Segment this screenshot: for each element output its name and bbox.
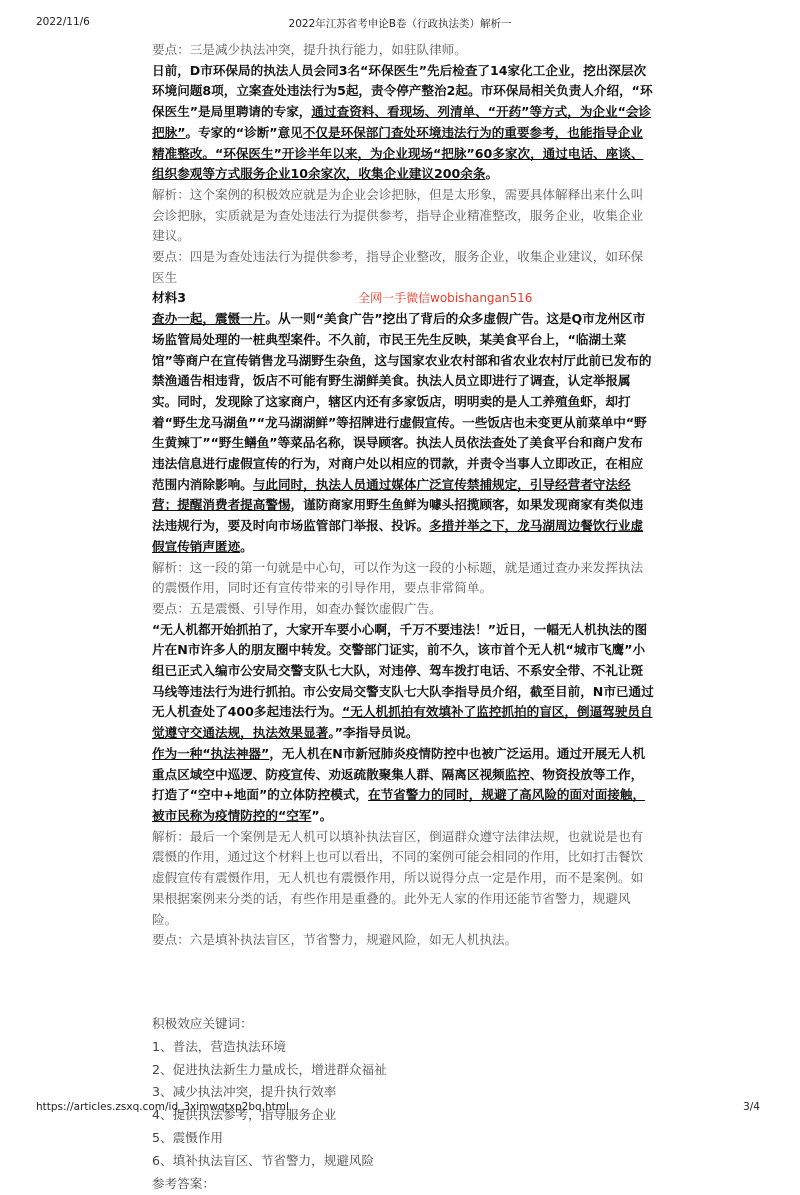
- point-5: 要点：五是震慑、引导作用，如查办餐饮虚假广告。: [152, 599, 654, 620]
- header-date: 2022/11/6: [36, 16, 90, 28]
- analysis-4: 解析：最后一个案例是无人机可以填补执法盲区，倒逼群众遵守法律法规，也就说是也有震慑的作用，通过这个材料上也可以看出，不同的案例可能会相同的作用，比如打击餐饮虚假宣传有震慑作用，无人机也有震慑作用，所以说得分点一定是作用，而不是案例。如果根据案例来分类的话，有些作用是重叠的。此外无人家的作用还能节省警力，规避风险。: [152, 827, 654, 931]
- material-paragraph-drone-epidemic: 作为一种“执法神器”，无人机在N市新冠肺炎疫情防控中也被广泛运用。通过开展无人机重点区域空中巡逻、防疫宣传、劝返疏散聚集人群、隔离区视频监控、物资投放等工作，打造了“空中+地面”的立体防控模式，在节省警力的同时，规避了高风险的面对面接触，被市民称为疫情防控的“空军”。: [152, 744, 654, 827]
- material-3-label: 材料3: [152, 290, 186, 305]
- point-3: 要点：三是减少执法冲突，提升执行能力，如驻队律师。: [152, 40, 654, 61]
- keyword-item: 2、促进执法新生力量成长，增进群众福祉: [152, 1059, 654, 1082]
- page-header: [0, 16, 800, 30]
- point-4: 要点：四是为查处违法行为提供参考，指导企业整改，服务企业，收集企业建议，如环保医生: [152, 247, 654, 288]
- material-paragraph-food-ads: 查办一起，震慑一片。从一则“美食广告”挖出了背后的众多虚假广告。这是Q市龙州区市场监管局处理的一桩典型案件。不久前，市民王先生反映，某美食平台上，“临湖土菜馆”等商户在宣传销售龙马湖野生杂鱼，这与国家农业农村部和省农业农村厅此前已发布的禁渔通告相违背，饭店不可能有野生湖鲜美食。执法人员立即进行了调查，认定举报属实。同时，发现除了这家商户，辖区内还有多家饭店，明明卖的是人工养殖鱼虾，却打着“野生龙马湖鱼”“龙马湖湖鲜”等招牌进行虚假宣传。一些饭店也未变更从前菜单中“野生黄辣丁”“野生鳝鱼”等菜品名称，误导顾客。执法人员依法查处了美食平台和商户发布违法信息进行虚假宣传的行为，对商户处以相应的罚款，并责令当事人立即改正，在相应范围内消除影响。与此同时，执法人员通过媒体广泛宣传禁捕规定，引导经营者守法经营；提醒消费者提高警惕，谨防商家用野生鱼鲜为噱头招揽顾客，如果发现商家有类似违法违规行为，要及时向市场监管部门举报、投诉。多措并举之下，龙马湖周边餐饮行业虚假宣传销声匿迹。: [152, 309, 654, 557]
- analysis-3: 解析：这一段的第一句就是中心句，可以作为这一段的小标题，就是通过查办来发挥执法的震慑作用，同时还有宣传带来的引导作用，要点非常简单。: [152, 558, 654, 599]
- header-title: 2022年江苏省考申论B卷（行政执法类）解析一: [0, 16, 800, 31]
- keyword-item: 4、提供执法参考，指导服务企业: [152, 1104, 654, 1127]
- article-body: [152, 40, 654, 1195]
- answer-label: 参考答案：: [152, 1173, 654, 1195]
- point-6: 要点：六是填补执法盲区，节省警力，规避风险，如无人机执法。: [152, 930, 654, 951]
- keyword-item: 5、震慑作用: [152, 1127, 654, 1150]
- keyword-item: 1、普法，营造执法环境: [152, 1036, 654, 1059]
- material-paragraph-drone-traffic: “无人机都开始抓拍了，大家开车要小心啊，千万不要违法！”近日，一幅无人机执法的图片在N市许多人的朋友圈中转发。交警部门证实，前不久，该市首个无人机“城市飞鹰”小组已正式入编市公安局交警支队七大队，对违停、驾车拨打电话、不系安全带、不礼让斑马线等违法行为进行抓拍。市公安局交警支队七大队李指导员介绍，截至目前，N市已通过无人机查处了400多起违法行为。“无人机抓拍有效填补了监控抓拍的盲区，倒逼驾驶员自觉遵守交通法规，执法效果显著。”李指导员说。: [152, 620, 654, 744]
- material-3-row: [152, 288, 654, 309]
- spacer: [152, 951, 654, 1013]
- keyword-item: 3、减少执法冲突，提升执行效率: [152, 1081, 654, 1104]
- footer-url: https://articles.zsxq.com/id_3ximwqtxp2bq.html: [36, 1101, 289, 1113]
- watermark: 全网一手微信wobishangan516: [358, 288, 532, 309]
- material-paragraph-environment-doctor: 日前，D市环保局的执法人员会同3名“环保医生”先后检查了14家化工企业，挖出深层次环境问题8项，立案查处违法行为5起，责令停产整治2起。市环保局相关负责人介绍，“环保医生”是局里聘请的专家，通过查资料、看现场、列清单、“开药”等方式，为企业“会诊把脉”。专家的“诊断”意见不仅是环保部门查处环境违法行为的重要参考，也能指导企业精准整改。“环保医生”开诊半年以来，为企业现场“把脉”60多家次，通过电话、座谈、组织参观等方式服务企业10余家次，收集企业建议200余条。: [152, 61, 654, 185]
- keyword-list-title: 积极效应关键词：: [152, 1013, 654, 1036]
- keyword-item: 6、填补执法盲区、节省警力，规避风险: [152, 1150, 654, 1173]
- footer-page-number: 3/4: [743, 1101, 760, 1113]
- analysis-2: 解析：这个案例的积极效应就是为企业会诊把脉，但是太形象，需要具体解释出来什么叫会诊把脉，实质就是为查处违法行为提供参考，指导企业精准整改，服务企业，收集企业建议。: [152, 185, 654, 247]
